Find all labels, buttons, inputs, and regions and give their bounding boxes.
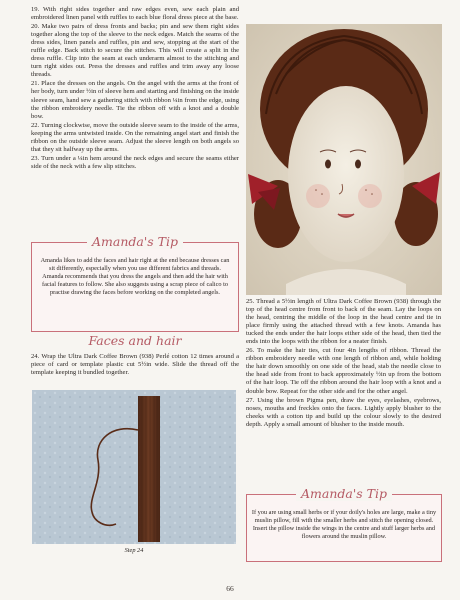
page-number: 66 [226,584,234,593]
step-25: 25. Thread a 5½in length of Ultra Dark Coffee Brown (938) through the top of the head centre from front to back of the seam. Lay the loops on the head, centring the middle of the loop in the head centre and tie in place firmly using the attached thread with a few knots. Amanda has tucked the ends under the hair loops either side of the head, then tied the ends into the loops with the ribbon for a neater finish. [246,298,441,346]
tip-box-left [31,234,239,332]
step-27: 27. Using the brown Pigma pen, draw the eyes, eyelashes, eyebrows, noses, mouths and freckles onto the faces. Lightly apply blusher to the cheeks with a cotton tip and build up the colour slowly to the desired depth. Apply a small amount of blusher to the inside mouth. [246,396,441,428]
doll-photo [246,24,442,295]
step-26: 26. To make the hair ties, cut four 4in lengths of ribbon. Thread the ribbon embroidery needle with one length of ribbon and, while holding the hair down smoothly on one side of the head, stab the needle close to the head side from front to back approximately ½in up from the bottom of the hair loop. Tie off the ribbon around the hair loop with a knot and a double bow. Repeat for the other side and for the other angel. [246,347,441,395]
tip-title: Amanda's Tip [87,234,183,249]
tip-title: Amanda's Tip [296,486,392,501]
step-19: 19. With right sides together and raw edges even, sew each plain and embroidered linen panel with ruffles to each blue floral dress piece at the base. [31,6,239,22]
step-21: 21. Place the dresses on the angels. On the angel with the arms at the front of her body, turn under ½in of sleeve hem and starting and finishing on the inside sleeve seam, hand sew a gathering stitch with ribbon ¼in from the edge, using the ribbon embroidery needle. Tie the ribbon off with a knot and a double bow. [31,80,239,120]
step-23: 23. Turn under a ¼in hem around the neck edges and secure the seams either side of the neck with a few slip stitches. [31,154,239,170]
step-24-photo [32,390,236,544]
left-column [31,6,239,172]
left-column-lower [31,353,239,378]
photo-caption: Step 24 [124,547,144,554]
section-heading: Faces and hair [88,333,182,348]
step-24: 24. Wrap the Ultra Dark Coffee Brown (938) Perlé cotton 12 times around a piece of card or template plastic cut 5½in wide. Slide the thread off the template keeping it bundled together. [31,353,239,377]
tip-body: Amanda likes to add the faces and hair right at the end because dresses can sit differently, especially when you use different fabrics and threads. Amanda recommends that you dress the angels and then add the hair with facial features to follow. She also suggests using a scrap piece of calico to practise drawing the faces before working on the completed angels. [40,257,230,296]
step-22: 22. Turning clockwise, move the outside sleeve seam to the inside of the arms, keeping the arms untwisted inside. On the remaining angel start and finish the ribbon on the outside sleeve seam. Adjust the sleeve length on both angels so that they sit halfway up the arms. [31,121,239,153]
tip-box-right [246,486,442,562]
right-column [246,298,441,430]
tip-body: If you are using small herbs or if your doily's holes are large, make a tiny muslin pillow, fill with the smaller herbs and stitch the opening closed. Insert the pillow inside the wings in the centre and stuff larger herbs and flowers around the muslin pillow. [251,509,437,540]
step-20: 20. Make two pairs of dress fronts and backs; pin and sew them right sides together along the top of the sleeve to the neck edges. Match the seams of the dress sides, linen panels and ruffles, pin and sew, stopping at the start of the ruffle edge. Back stitch to secure the stitches. This will create a split in the dress ruffle. Clip into the seam at each underarm almost to the stitching and turn right sides out. Press the dresses and ruffles and trim away any loose threads. [31,23,239,79]
